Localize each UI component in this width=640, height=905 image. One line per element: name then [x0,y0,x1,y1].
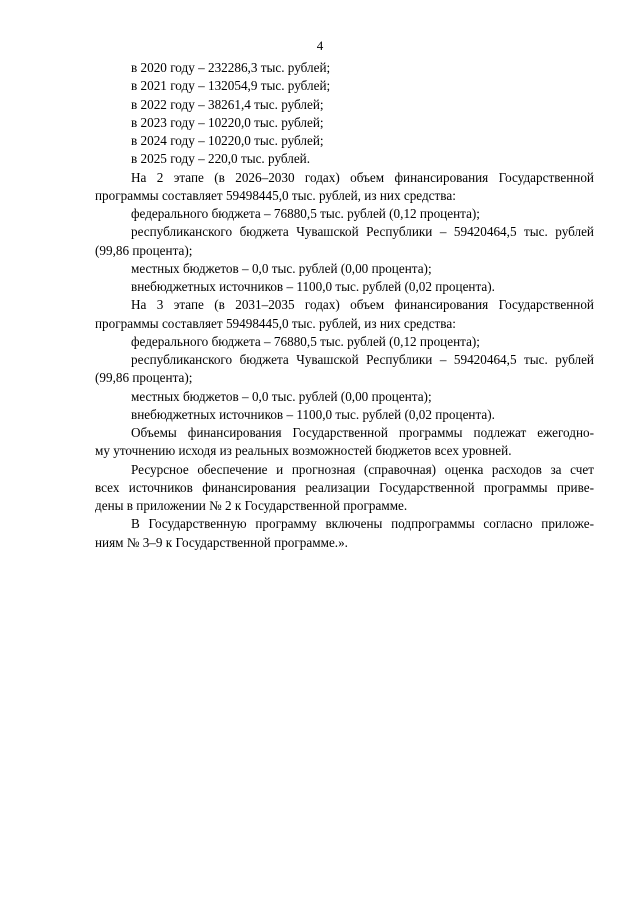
text-line: На 2 этапе (в 2026–2030 годах) объем финансирования Государственной [131,169,594,185]
text-line: ниям № 3–9 к Государственной программе.». [95,534,348,550]
text-line: в 2024 году – 10220,0 тыс. рублей; [131,133,324,148]
text-line: На 3 этапе (в 2031–2035 годах) объем финансирования Государственной [131,297,594,313]
text-line: федерального бюджета – 76880,5 тыс. рублей (0,12 процента); [131,206,480,221]
text-line: в 2021 году – 132054,9 тыс. рублей; [131,78,331,94]
body-text [95,59,594,552]
text-line: местных бюджетов – 0,0 тыс. рублей (0,00 процента); [131,388,432,404]
text-line: местных бюджетов – 0,0 тыс. рублей (0,00 процента); [131,260,432,276]
text-line: федерального бюджета – 76880,5 тыс. рублей (0,12 процента); [131,333,480,349]
text-line: Объемы финансирования Государственной программы подлежат ежегодно- [131,425,594,440]
text-line: дены в приложении № 2 к Государственной программе. [95,498,408,513]
text-line: В Государственную программу включены подпрограммы согласно приложе- [131,516,594,532]
text-line: республиканского бюджета Чувашской Республики – 59420464,5 тыс. рублей [131,224,594,240]
page-number: 4 [316,38,324,53]
text-line: программы составляет 59498445,0 тыс. рублей, из них средства: [95,315,456,331]
text-line: (99,86 процента); [95,370,193,386]
text-line: республиканского бюджета Чувашской Республики – 59420464,5 тыс. рублей [131,352,594,367]
text-line: в 2025 году – 220,0 тыс. рублей. [131,151,311,167]
text-line: внебюджетных источников – 1100,0 тыс. рублей (0,02 процента). [131,279,495,294]
text-line: программы составляет 59498445,0 тыс. рублей, из них средства: [95,187,456,203]
text-line: (99,86 процента); [95,242,193,258]
text-line: в 2020 году – 232286,3 тыс. рублей; [131,60,331,75]
text-line: всех источников финансирования реализации Государственной программы приве- [95,479,594,495]
text-line: в 2023 году – 10220,0 тыс. рублей; [131,114,324,130]
text-line: Ресурсное обеспечение и прогнозная (справочная) оценка расходов за счет [131,461,594,477]
text-line: в 2022 году – 38261,4 тыс. рублей; [131,96,324,112]
text-line: внебюджетных источников – 1100,0 тыс. рублей (0,02 процента). [131,406,495,422]
text-line: му уточнению исходя из реальных возможностей бюджетов всех уровней. [95,443,512,459]
